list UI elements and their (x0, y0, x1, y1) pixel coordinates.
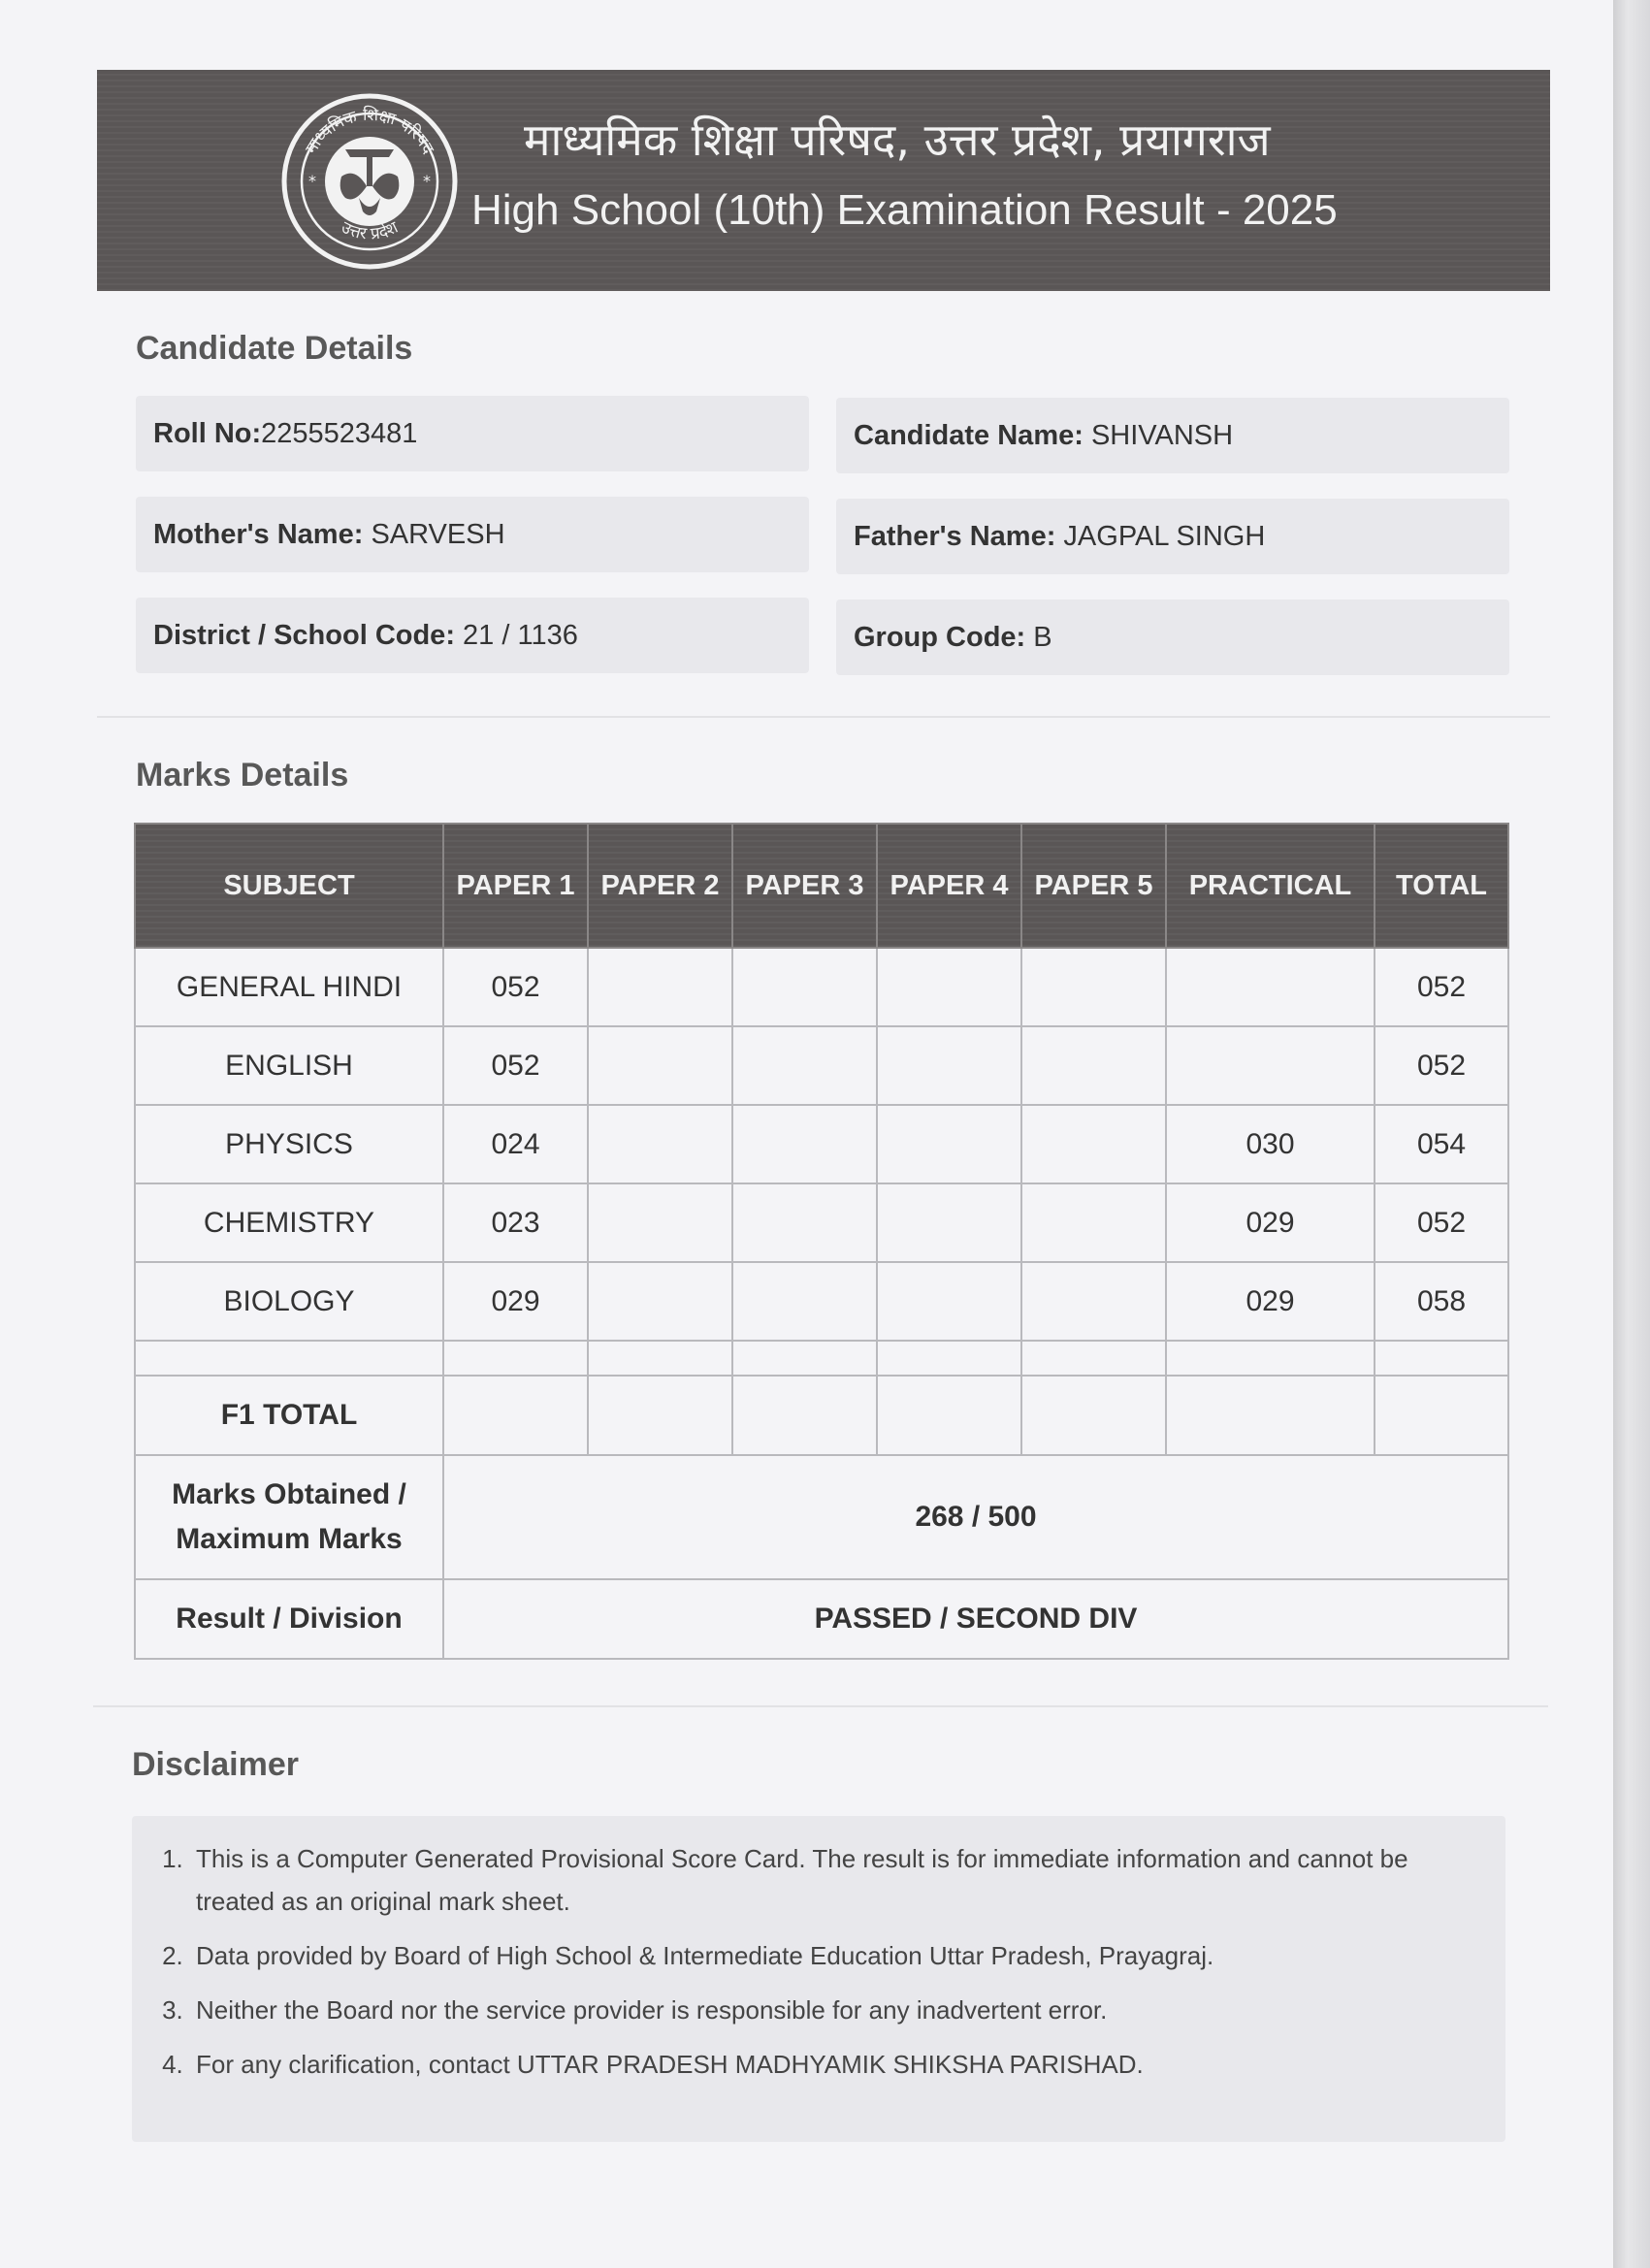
total-cell: 052 (1375, 1183, 1508, 1262)
practical-cell (1166, 1026, 1375, 1105)
paper5-cell (1021, 1262, 1166, 1341)
paper2-cell (588, 1183, 732, 1262)
paper5-cell (1021, 948, 1166, 1026)
header-banner (97, 70, 1550, 291)
paper5-column-header: PAPER 5 (1021, 824, 1166, 948)
svg-text:*: * (423, 172, 431, 190)
total-column-header: TOTAL (1375, 824, 1508, 948)
board-emblem-icon (277, 89, 462, 274)
list-item: 2. Data provided by Board of High School & Intermediate Education Uttar Pradesh, Prayagraj. (190, 1934, 1447, 1977)
empty-cell (1375, 1376, 1508, 1455)
paper3-cell (732, 1183, 877, 1262)
f1-total-row (135, 1376, 1508, 1455)
paper3-cell (732, 1026, 877, 1105)
empty-cell (1021, 1341, 1166, 1376)
svg-text:उत्तर प्रदेश: उत्तर प्रदेश (338, 217, 402, 244)
paper4-cell (877, 1105, 1021, 1183)
paper2-cell (588, 1262, 732, 1341)
empty-cell (732, 1341, 877, 1376)
list-item: 4. For any clarification, contact UTTAR PRADESH MADHYAMIK SHIKSHA PARISHAD. (190, 2043, 1447, 2086)
disclaimer-heading: Disclaimer (132, 1746, 299, 1783)
candidate-name-field (836, 398, 1509, 473)
empty-cell (732, 1376, 877, 1455)
section-divider (93, 1705, 1548, 1707)
table-row (135, 1026, 1508, 1105)
result-division-value: PASSED / SECOND DIV (443, 1579, 1508, 1659)
paper4-cell (877, 1026, 1021, 1105)
subject-cell: PHYSICS (135, 1105, 443, 1183)
paper4-column-header: PAPER 4 (877, 824, 1021, 948)
table-row (135, 1183, 1508, 1262)
paper5-cell (1021, 1105, 1166, 1183)
subject-cell: GENERAL HINDI (135, 948, 443, 1026)
roll-number-field (136, 396, 809, 471)
district-school-code-value: 21 / 1136 (463, 620, 578, 651)
marks-header-row (135, 824, 1508, 948)
paper1-column-header: PAPER 1 (443, 824, 588, 948)
result-row (135, 1579, 1508, 1659)
paper2-cell (588, 1026, 732, 1105)
subject-cell: CHEMISTRY (135, 1183, 443, 1262)
empty-cell (588, 1341, 732, 1376)
paper5-cell (1021, 1183, 1166, 1262)
marks-obtained-row (135, 1455, 1508, 1579)
marks-obtained-value: 268 / 500 (443, 1455, 1508, 1579)
paper3-cell (732, 1105, 877, 1183)
table-row (135, 1262, 1508, 1341)
empty-cell (877, 1376, 1021, 1455)
paper4-cell (877, 1183, 1021, 1262)
group-code-label: Group Code: (854, 622, 1026, 653)
paper4-cell (877, 1262, 1021, 1341)
candidate-details-heading: Candidate Details (136, 330, 413, 367)
paper3-column-header: PAPER 3 (732, 824, 877, 948)
father-name-value: JAGPAL SINGH (1063, 521, 1266, 552)
paper1-cell: 052 (443, 948, 588, 1026)
paper1-cell: 024 (443, 1105, 588, 1183)
empty-cell (443, 1376, 588, 1455)
practical-column-header: PRACTICAL (1166, 824, 1375, 948)
empty-cell (1375, 1341, 1508, 1376)
list-item: 1. This is a Computer Generated Provisional Score Card. The result is for immediate information and cannot be treated as an original mark sheet. (190, 1837, 1447, 1923)
practical-cell: 029 (1166, 1262, 1375, 1341)
empty-cell (1166, 1341, 1375, 1376)
mother-name-value: SARVESH (371, 519, 505, 550)
disclaimer-list (132, 1816, 1505, 2086)
candidate-name-label: Candidate Name: (854, 420, 1084, 451)
practical-cell (1166, 948, 1375, 1026)
marks-table (134, 823, 1509, 1660)
list-item: 3. Neither the Board nor the service provider is responsible for any inadvertent error. (190, 1989, 1447, 2031)
total-cell: 058 (1375, 1262, 1508, 1341)
mother-name-label: Mother's Name: (153, 519, 364, 550)
exam-title: High School (10th) Examination Result - 2025 (471, 186, 1338, 234)
section-divider (97, 716, 1550, 718)
paper2-cell (588, 948, 732, 1026)
paper1-cell: 052 (443, 1026, 588, 1105)
subject-column-header: SUBJECT (135, 824, 443, 948)
svg-text:*: * (308, 172, 316, 190)
result-division-label: Result / Division (135, 1579, 443, 1659)
total-cell: 052 (1375, 1026, 1508, 1105)
father-name-label: Father's Name: (854, 521, 1056, 552)
practical-cell: 030 (1166, 1105, 1375, 1183)
paper3-cell (732, 948, 877, 1026)
board-title-hindi: माध्यमिक शिक्षा परिषद, उत्तर प्रदेश, प्रयागराज (524, 113, 1271, 166)
svg-text:माध्यमिक शिक्षा परिषद: माध्यमिक शिक्षा परिषद (302, 105, 438, 158)
empty-cell (1166, 1376, 1375, 1455)
marks-obtained-label: Marks Obtained / Maximum Marks (135, 1455, 443, 1579)
subject-cell: BIOLOGY (135, 1262, 443, 1341)
empty-cell (443, 1341, 588, 1376)
empty-cell (135, 1341, 443, 1376)
father-name-field (836, 499, 1509, 574)
paper5-cell (1021, 1026, 1166, 1105)
paper3-cell (732, 1262, 877, 1341)
paper1-cell: 023 (443, 1183, 588, 1262)
disclaimer-box (132, 1816, 1505, 2142)
table-row (135, 1105, 1508, 1183)
table-row (135, 948, 1508, 1026)
roll-number-label: Roll No: (153, 418, 262, 449)
group-code-field (836, 599, 1509, 675)
paper2-cell (588, 1105, 732, 1183)
district-school-code-label: District / School Code: (153, 620, 455, 651)
empty-cell (588, 1376, 732, 1455)
group-code-value: B (1033, 622, 1052, 653)
mother-name-field (136, 497, 809, 572)
total-cell: 054 (1375, 1105, 1508, 1183)
subject-cell: ENGLISH (135, 1026, 443, 1105)
paper4-cell (877, 948, 1021, 1026)
candidate-name-value: SHIVANSH (1090, 420, 1234, 451)
roll-number-value: 2255523481 (261, 418, 418, 449)
practical-cell: 029 (1166, 1183, 1375, 1262)
spacer-row (135, 1341, 1508, 1376)
empty-cell (877, 1341, 1021, 1376)
paper1-cell: 029 (443, 1262, 588, 1341)
district-school-code-field (136, 598, 809, 673)
paper2-column-header: PAPER 2 (588, 824, 732, 948)
total-cell: 052 (1375, 948, 1508, 1026)
marks-details-heading: Marks Details (136, 757, 349, 794)
empty-cell (1021, 1376, 1166, 1455)
page-edge (1613, 0, 1650, 2268)
f1-total-label: F1 TOTAL (135, 1376, 443, 1455)
